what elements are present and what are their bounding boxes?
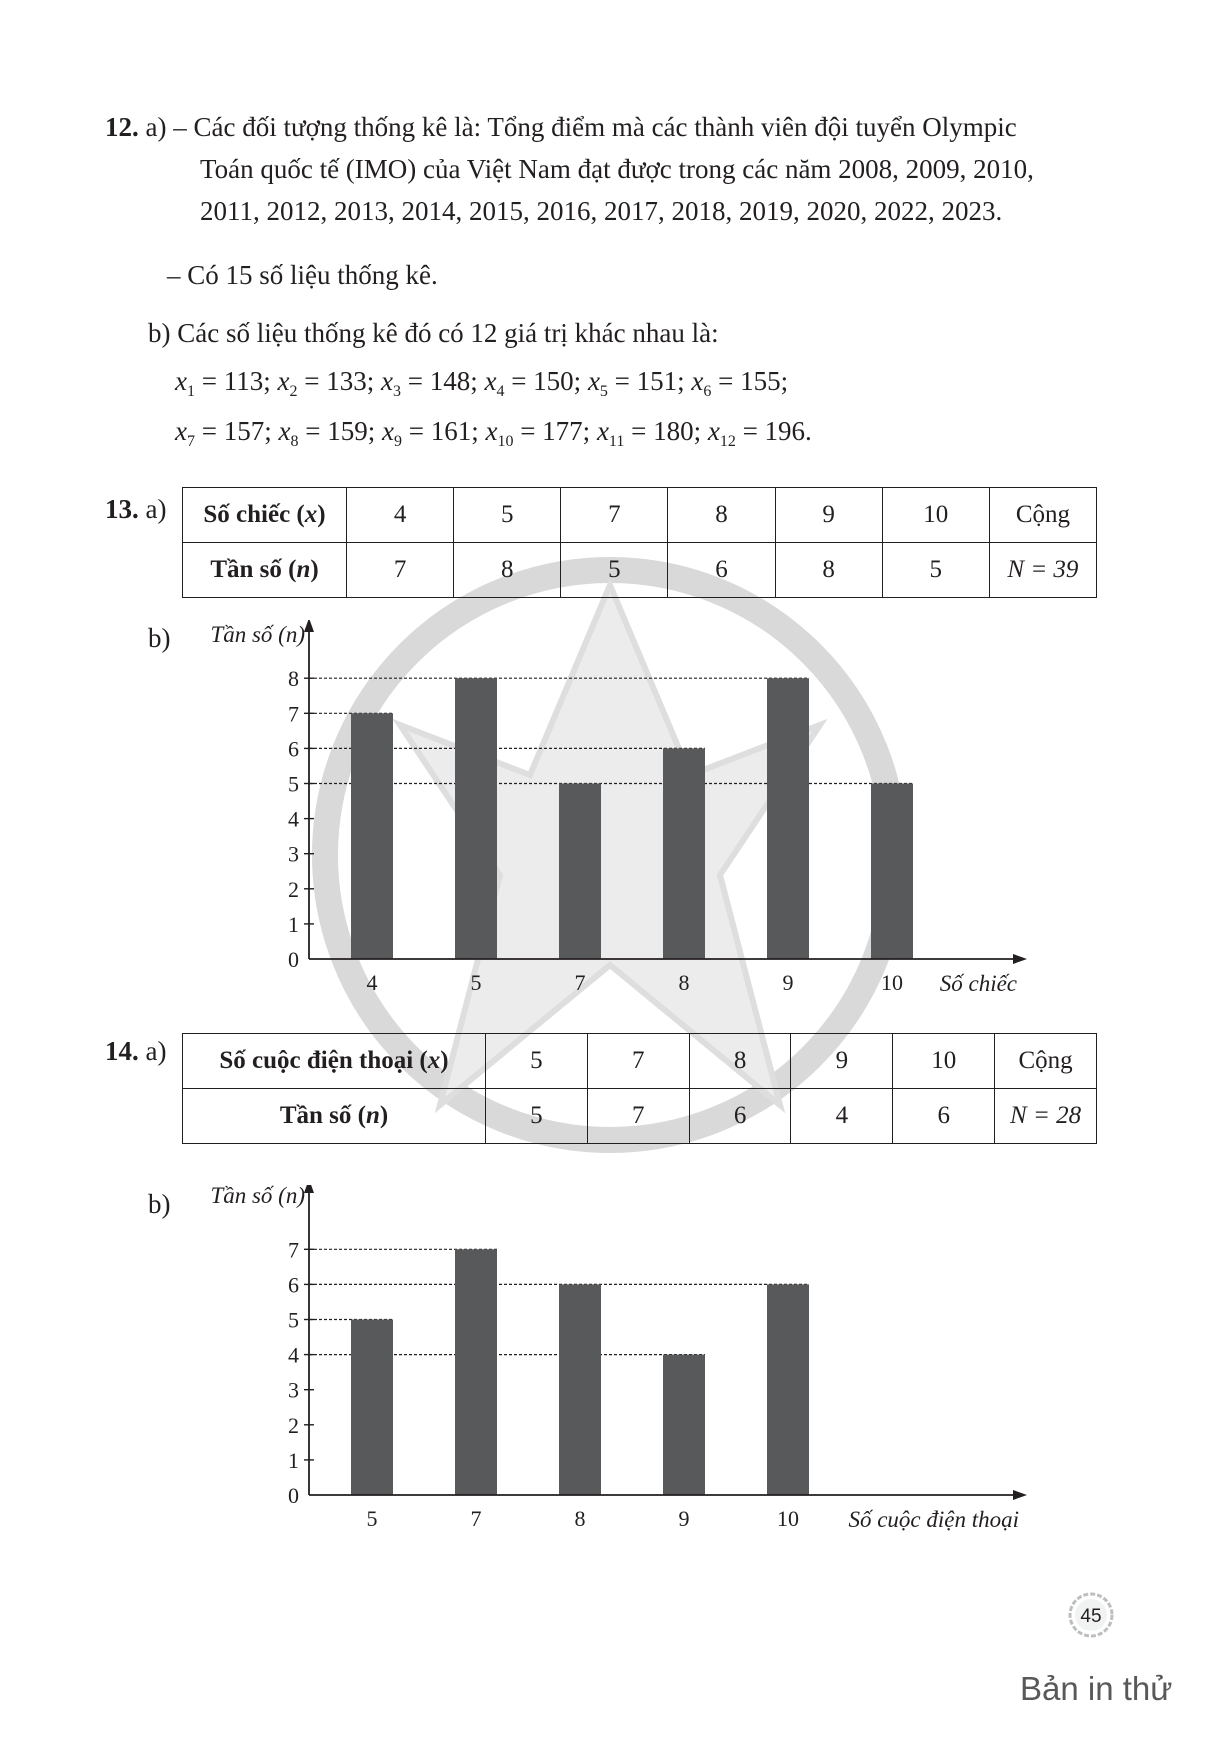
x-tick-label: 5 — [366, 1506, 378, 1531]
table-cell: 8 — [775, 543, 882, 598]
y-tick-label: 1 — [288, 911, 299, 937]
table-cell: 8 — [668, 488, 775, 543]
bar — [663, 1355, 705, 1495]
q13-frequency-table — [182, 487, 1097, 598]
x-tick-label: 8 — [678, 970, 690, 995]
table-cell: 5 — [882, 543, 989, 598]
x-tick-label: 7 — [470, 1506, 482, 1531]
y-tick-label: 2 — [288, 876, 299, 902]
y-tick-label: 1 — [288, 1447, 299, 1473]
bar — [871, 784, 913, 960]
q13-b-label: b) — [148, 623, 171, 653]
y-tick-label: 5 — [288, 1307, 299, 1333]
table-row-label: Tần số (n) — [183, 1089, 486, 1144]
table-cell: 10 — [882, 488, 989, 543]
table-cell: 9 — [791, 1034, 893, 1089]
table-cell: 7 — [587, 1034, 689, 1089]
bar — [455, 1249, 497, 1495]
x-axis-title: Số chiếc — [939, 971, 1017, 996]
table-total-value: N = 39 — [989, 543, 1096, 598]
y-tick-label: 5 — [288, 771, 299, 797]
q13-number: 13. — [105, 494, 139, 524]
y-tick-label: 6 — [288, 1272, 299, 1298]
statistic-value: $x_3 = 148$ — [380, 366, 471, 400]
y-axis-arrow — [304, 620, 314, 632]
y-tick-label: 4 — [288, 1342, 299, 1368]
table-row — [183, 1034, 1097, 1089]
bar — [559, 784, 601, 960]
y-axis-title: Tần số (n) — [210, 622, 305, 647]
statistic-value: $x_{10} = 177$ — [485, 416, 583, 450]
q14-bar-chart — [195, 1185, 1055, 1550]
x-tick-label: 9 — [782, 970, 794, 995]
y-tick-label: 2 — [288, 1412, 299, 1438]
q14-b-label: b) — [148, 1189, 171, 1219]
q14-a-label: a) — [145, 1036, 167, 1066]
x-axis-arrow — [1013, 954, 1027, 964]
q12-a-line3: 2011, 2012, 2013, 2014, 2015, 2016, 2017, 2018, 2019, 2020, 2022, 2023. — [200, 196, 1003, 226]
x-axis-title: Số cuộc điện thoại — [848, 1507, 1019, 1532]
x-tick-label: 9 — [678, 1506, 690, 1531]
x-axis-arrow — [1013, 1490, 1027, 1500]
bar — [767, 1284, 809, 1495]
statistic-value: $x_8 = 159$ — [278, 416, 368, 450]
statistic-value: $x_1 = 113$ — [175, 366, 264, 400]
q14-frequency-table — [182, 1033, 1097, 1144]
table-row — [183, 488, 1097, 543]
table-row — [183, 543, 1097, 598]
table-cell: 7 — [347, 543, 454, 598]
statistic-value: $x_4 = 150$ — [484, 366, 574, 400]
table-row-label: Số cuộc điện thoại (x) — [183, 1034, 486, 1089]
y-axis-title: Tần số (n) — [210, 1185, 305, 1208]
bar — [351, 713, 393, 959]
table-row-label: Số chiếc (x) — [183, 488, 347, 543]
table-total-header: Cộng — [995, 1034, 1097, 1089]
y-tick-label: 3 — [288, 841, 299, 867]
table-cell: 8 — [454, 543, 561, 598]
page-number: 45 — [1080, 1606, 1102, 1627]
y-tick-label: 3 — [288, 1377, 299, 1403]
statistic-value: $x_5 = 151$ — [587, 366, 678, 400]
y-tick-label: 4 — [288, 806, 299, 832]
table-cell: 4 — [347, 488, 454, 543]
q12-values-line2: $x_7 = 157$; $x_8 = 159$; $x_9 = 161$; $x_{10} = 177$; $x_{11} = 180$; $x_{12} = 196$. — [175, 416, 812, 450]
statistic-value: $x_2 = 133$ — [277, 366, 367, 400]
proof-label: Bản in thử — [1020, 1670, 1173, 1707]
table-cell: 8 — [689, 1034, 791, 1089]
table-cell: 7 — [587, 1089, 689, 1144]
q12-number: 12. — [105, 112, 139, 142]
y-tick-label: 0 — [288, 1483, 299, 1508]
table-cell: 4 — [791, 1089, 893, 1144]
statistic-value: $x_{12} = 196$ — [707, 416, 806, 450]
bar — [455, 678, 497, 959]
table-cell: 6 — [689, 1089, 791, 1144]
q13-bar-chart — [195, 620, 1055, 1005]
page-number-badge — [1067, 1591, 1115, 1639]
table-cell: 9 — [775, 488, 882, 543]
table-cell: 6 — [893, 1089, 995, 1144]
q14-number: 14. — [105, 1036, 139, 1066]
statistic-value: $x_7 = 157$ — [175, 416, 265, 450]
table-cell: 5 — [561, 543, 668, 598]
x-tick-label: 7 — [574, 970, 586, 995]
table-row — [183, 1089, 1097, 1144]
statistic-value: $x_{11} = 180$ — [596, 416, 694, 450]
y-tick-label: 0 — [288, 947, 299, 972]
bar — [559, 1284, 601, 1495]
statistic-value: $x_9 = 161$ — [381, 416, 472, 450]
q12-a-label: a) — [145, 112, 167, 142]
bar — [767, 678, 809, 959]
x-tick-label: 10 — [881, 970, 903, 995]
table-cell: 5 — [454, 488, 561, 543]
table-cell: 5 — [486, 1089, 588, 1144]
y-tick-label: 8 — [288, 666, 299, 692]
table-total-header: Cộng — [989, 488, 1096, 543]
q12-a-line4: – Có 15 số liệu thống kê. — [167, 260, 438, 290]
y-tick-label: 7 — [288, 701, 299, 727]
x-tick-label: 4 — [366, 970, 378, 995]
statistic-value: $x_6 = 155$ — [691, 366, 781, 400]
table-cell: 7 — [561, 488, 668, 543]
y-tick-label: 6 — [288, 736, 299, 762]
x-tick-label: 10 — [777, 1506, 799, 1531]
table-cell: 10 — [893, 1034, 995, 1089]
y-axis-arrow — [304, 1185, 314, 1193]
q12-a-line1: – Các đối tượng thống kê là: Tổng điểm mà các thành viên đội tuyển Olympic — [173, 112, 1017, 142]
table-cell: 6 — [668, 543, 775, 598]
q13-a-label: a) — [145, 494, 167, 524]
x-tick-label: 5 — [470, 970, 482, 995]
table-cell: 5 — [486, 1034, 588, 1089]
y-tick-label: 7 — [288, 1237, 299, 1263]
table-row-label: Tần số (n) — [183, 543, 347, 598]
x-tick-label: 8 — [574, 1506, 586, 1531]
q12-values-line1: $x_1 = 113$; $x_2 = 133$; $x_3 = 148$; $x_4 = 150$; $x_5 = 151$; $x_6 = 155$; — [175, 366, 789, 400]
q12-a-line2: Toán quốc tế (IMO) của Việt Nam đạt được trong các năm 2008, 2009, 2010, — [200, 154, 1034, 184]
bar — [351, 1320, 393, 1496]
table-total-value: N = 28 — [995, 1089, 1097, 1144]
q12-b-line1: b) Các số liệu thống kê đó có 12 giá trị khác nhau là: — [148, 318, 719, 348]
bar — [663, 748, 705, 959]
